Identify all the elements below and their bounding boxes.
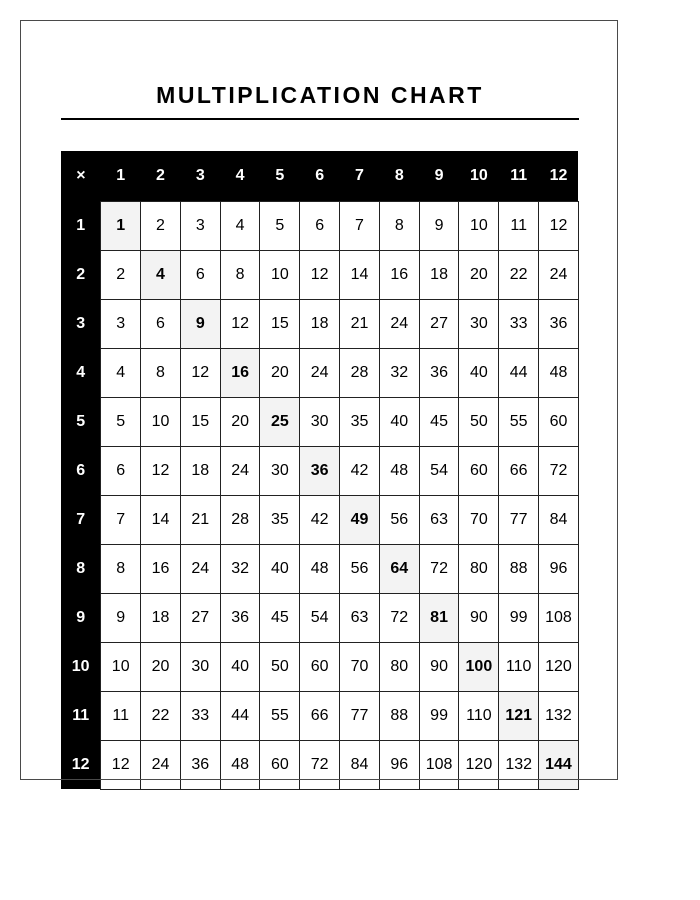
product-cell: 24 <box>180 544 220 593</box>
table-body <box>61 201 578 789</box>
product-cell: 72 <box>539 446 579 495</box>
product-cell: 4 <box>220 201 260 250</box>
product-cell: 54 <box>419 446 459 495</box>
product-cell: 80 <box>459 544 499 593</box>
product-cell: 30 <box>180 642 220 691</box>
product-cell: 5 <box>260 201 300 250</box>
column-header: 1 <box>101 151 141 201</box>
row-header: 5 <box>61 397 101 446</box>
product-cell: 28 <box>340 348 380 397</box>
row-header: 3 <box>61 299 101 348</box>
product-cell: 45 <box>419 397 459 446</box>
square-cell: 1 <box>101 201 141 250</box>
product-cell: 18 <box>141 593 181 642</box>
table-row <box>61 544 578 593</box>
table-row <box>61 691 578 740</box>
row-header: 7 <box>61 495 101 544</box>
product-cell: 77 <box>499 495 539 544</box>
product-cell: 10 <box>101 642 141 691</box>
product-cell: 7 <box>101 495 141 544</box>
row-header: 4 <box>61 348 101 397</box>
table-row <box>61 250 578 299</box>
product-cell: 20 <box>260 348 300 397</box>
product-cell: 36 <box>220 593 260 642</box>
product-cell: 55 <box>499 397 539 446</box>
table-row <box>61 397 578 446</box>
column-header: 3 <box>180 151 220 201</box>
product-cell: 60 <box>260 740 300 789</box>
product-cell: 3 <box>180 201 220 250</box>
column-header: 9 <box>419 151 459 201</box>
product-cell: 84 <box>340 740 380 789</box>
product-cell: 24 <box>379 299 419 348</box>
product-cell: 20 <box>459 250 499 299</box>
product-cell: 72 <box>300 740 340 789</box>
table-row <box>61 593 578 642</box>
product-cell: 72 <box>419 544 459 593</box>
product-cell: 2 <box>101 250 141 299</box>
square-cell: 144 <box>539 740 579 789</box>
table-row <box>61 495 578 544</box>
product-cell: 10 <box>260 250 300 299</box>
product-cell: 24 <box>300 348 340 397</box>
product-cell: 99 <box>499 593 539 642</box>
product-cell: 132 <box>539 691 579 740</box>
product-cell: 11 <box>101 691 141 740</box>
product-cell: 48 <box>220 740 260 789</box>
product-cell: 96 <box>379 740 419 789</box>
product-cell: 22 <box>141 691 181 740</box>
product-cell: 8 <box>379 201 419 250</box>
square-cell: 64 <box>379 544 419 593</box>
product-cell: 60 <box>300 642 340 691</box>
row-header: 10 <box>61 642 101 691</box>
product-cell: 48 <box>300 544 340 593</box>
product-cell: 24 <box>220 446 260 495</box>
product-cell: 24 <box>141 740 181 789</box>
product-cell: 20 <box>141 642 181 691</box>
product-cell: 40 <box>220 642 260 691</box>
product-cell: 72 <box>379 593 419 642</box>
square-cell: 9 <box>180 299 220 348</box>
product-cell: 16 <box>141 544 181 593</box>
product-cell: 3 <box>101 299 141 348</box>
product-cell: 35 <box>260 495 300 544</box>
square-cell: 49 <box>340 495 380 544</box>
product-cell: 8 <box>101 544 141 593</box>
product-cell: 50 <box>260 642 300 691</box>
column-header: 6 <box>300 151 340 201</box>
column-header: 7 <box>340 151 380 201</box>
product-cell: 108 <box>539 593 579 642</box>
product-cell: 36 <box>539 299 579 348</box>
product-cell: 10 <box>141 397 181 446</box>
product-cell: 12 <box>539 201 579 250</box>
product-cell: 60 <box>459 446 499 495</box>
square-cell: 25 <box>260 397 300 446</box>
product-cell: 77 <box>340 691 380 740</box>
product-cell: 6 <box>180 250 220 299</box>
row-header: 9 <box>61 593 101 642</box>
product-cell: 132 <box>499 740 539 789</box>
row-header: 6 <box>61 446 101 495</box>
product-cell: 120 <box>539 642 579 691</box>
product-cell: 14 <box>141 495 181 544</box>
product-cell: 6 <box>101 446 141 495</box>
product-cell: 16 <box>379 250 419 299</box>
product-cell: 30 <box>260 446 300 495</box>
product-cell: 108 <box>419 740 459 789</box>
product-cell: 33 <box>180 691 220 740</box>
product-cell: 12 <box>220 299 260 348</box>
product-cell: 96 <box>539 544 579 593</box>
product-cell: 15 <box>260 299 300 348</box>
product-cell: 54 <box>300 593 340 642</box>
product-cell: 48 <box>379 446 419 495</box>
product-cell: 36 <box>419 348 459 397</box>
product-cell: 84 <box>539 495 579 544</box>
corner-symbol: × <box>61 151 101 201</box>
product-cell: 110 <box>459 691 499 740</box>
square-cell: 121 <box>499 691 539 740</box>
square-cell: 36 <box>300 446 340 495</box>
product-cell: 32 <box>220 544 260 593</box>
product-cell: 35 <box>340 397 380 446</box>
product-cell: 28 <box>220 495 260 544</box>
product-cell: 66 <box>300 691 340 740</box>
product-cell: 42 <box>300 495 340 544</box>
product-cell: 48 <box>539 348 579 397</box>
product-cell: 63 <box>340 593 380 642</box>
product-cell: 56 <box>340 544 380 593</box>
product-cell: 32 <box>379 348 419 397</box>
product-cell: 7 <box>340 201 380 250</box>
product-cell: 90 <box>419 642 459 691</box>
product-cell: 12 <box>101 740 141 789</box>
product-cell: 27 <box>419 299 459 348</box>
product-cell: 12 <box>141 446 181 495</box>
square-cell: 100 <box>459 642 499 691</box>
product-cell: 60 <box>539 397 579 446</box>
product-cell: 30 <box>300 397 340 446</box>
product-cell: 36 <box>180 740 220 789</box>
square-cell: 4 <box>141 250 181 299</box>
product-cell: 24 <box>539 250 579 299</box>
product-cell: 8 <box>141 348 181 397</box>
table-row <box>61 299 578 348</box>
product-cell: 110 <box>499 642 539 691</box>
row-header: 8 <box>61 544 101 593</box>
product-cell: 10 <box>459 201 499 250</box>
product-cell: 21 <box>340 299 380 348</box>
product-cell: 44 <box>220 691 260 740</box>
product-cell: 18 <box>300 299 340 348</box>
column-header: 10 <box>459 151 499 201</box>
product-cell: 99 <box>419 691 459 740</box>
product-cell: 12 <box>300 250 340 299</box>
product-cell: 11 <box>499 201 539 250</box>
product-cell: 120 <box>459 740 499 789</box>
row-header: 12 <box>61 740 101 789</box>
product-cell: 9 <box>419 201 459 250</box>
product-cell: 44 <box>499 348 539 397</box>
product-cell: 20 <box>220 397 260 446</box>
page-title: MULTIPLICATION CHART <box>156 82 484 108</box>
table-row <box>61 348 578 397</box>
product-cell: 88 <box>499 544 539 593</box>
product-cell: 14 <box>340 250 380 299</box>
product-cell: 66 <box>499 446 539 495</box>
row-header: 11 <box>61 691 101 740</box>
row-header: 2 <box>61 250 101 299</box>
product-cell: 42 <box>340 446 380 495</box>
product-cell: 12 <box>180 348 220 397</box>
column-header: 4 <box>220 151 260 201</box>
title-underline <box>61 118 579 120</box>
product-cell: 40 <box>260 544 300 593</box>
product-cell: 30 <box>459 299 499 348</box>
product-cell: 50 <box>459 397 499 446</box>
column-header: 8 <box>379 151 419 201</box>
product-cell: 45 <box>260 593 300 642</box>
product-cell: 80 <box>379 642 419 691</box>
product-cell: 70 <box>340 642 380 691</box>
column-header: 2 <box>141 151 181 201</box>
product-cell: 90 <box>459 593 499 642</box>
product-cell: 6 <box>300 201 340 250</box>
square-cell: 16 <box>220 348 260 397</box>
table-row <box>61 446 578 495</box>
product-cell: 5 <box>101 397 141 446</box>
product-cell: 18 <box>419 250 459 299</box>
table-row <box>61 642 578 691</box>
product-cell: 56 <box>379 495 419 544</box>
table-row <box>61 201 578 250</box>
product-cell: 8 <box>220 250 260 299</box>
product-cell: 63 <box>419 495 459 544</box>
table-row <box>61 740 578 789</box>
column-header: 5 <box>260 151 300 201</box>
column-header: 11 <box>499 151 539 201</box>
product-cell: 6 <box>141 299 181 348</box>
multiplication-table <box>61 151 579 790</box>
product-cell: 18 <box>180 446 220 495</box>
square-cell: 81 <box>419 593 459 642</box>
product-cell: 22 <box>499 250 539 299</box>
product-cell: 88 <box>379 691 419 740</box>
product-cell: 21 <box>180 495 220 544</box>
header-row <box>61 151 578 201</box>
product-cell: 40 <box>459 348 499 397</box>
column-header: 12 <box>539 151 579 201</box>
product-cell: 4 <box>101 348 141 397</box>
product-cell: 27 <box>180 593 220 642</box>
table-header <box>61 151 578 201</box>
product-cell: 33 <box>499 299 539 348</box>
row-header: 1 <box>61 201 101 250</box>
product-cell: 70 <box>459 495 499 544</box>
product-cell: 2 <box>141 201 181 250</box>
product-cell: 9 <box>101 593 141 642</box>
product-cell: 15 <box>180 397 220 446</box>
product-cell: 55 <box>260 691 300 740</box>
product-cell: 40 <box>379 397 419 446</box>
